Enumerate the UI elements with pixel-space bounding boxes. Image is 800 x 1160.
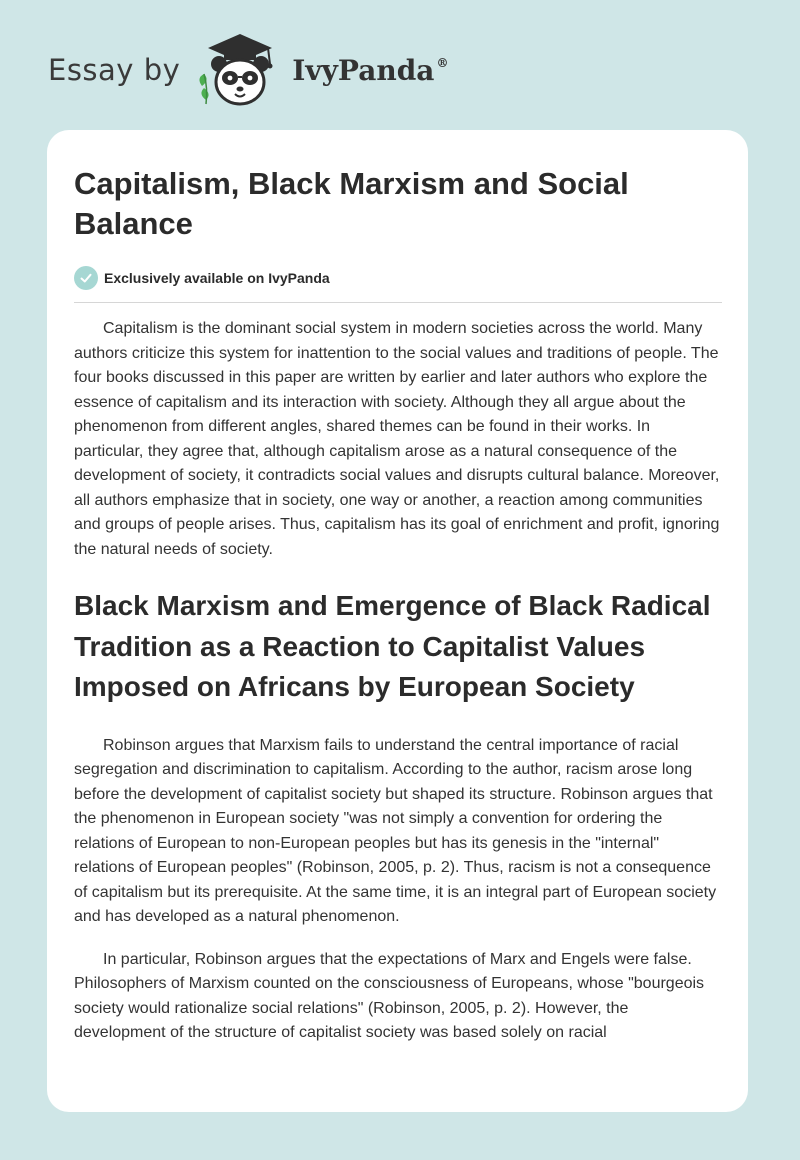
check-icon: [74, 266, 98, 290]
panda-logo-icon: [194, 30, 286, 110]
divider: [74, 302, 722, 303]
brand-prefix: Essay by: [48, 53, 181, 87]
intro-paragraph: Capitalism is the dominant social system in modern societies across the world. Many authors criticize this system for inattention to the social values and traditions of people. The four books discussed in this paper are written by earlier and later authors who explore the essence of capitalism and its interaction with society. Although they all argue about the phenomenon from different angles, shared themes can be found in their works. In particular, they agree that, although capitalism arose as a natural consequence of the development of society, it contradicts social values and disrupts cultural balance. Moreover, all authors emphasize that in society, one way or another, a reaction among communities and groups of people arises. Thus, capitalism has its goal of enrichment and profit, ignoring the natural needs of society.: [74, 320, 720, 558]
essay-card: [47, 130, 748, 1112]
section-heading: Black Marxism and Emergence of Black Radical Tradition as a Reaction to Capitalist Values Imposed on Africans by European Society: [74, 590, 711, 702]
body-paragraph: Robinson argues that Marxism fails to understand the central importance of racial segregation and discrimination to capitalism. According to the author, racism arose long before the development of capitalist society but shaped its structure. Robinson argues that the phenomenon in European society "was not simply a convention for ordering the relations of European to non-European peoples but has its genesis in the "internal" relations of European peoples" (Robinson, 2005, p. 2). Thus, racism is not a consequence of capitalism but its prerequisite. At the same time, it is an integral part of European society and has developed as a natural phenomenon.: [74, 736, 717, 925]
body-paragraph: In particular, Robinson argues that the expectations of Marx and Engels were false. Philosophers of Marxism counted on the consciousness of Europeans, whose "bourgeois society would rationalize social relations" (Robinson, 2005, p. 2). However, the development of the structure of capitalist society was based solely on racial: [74, 950, 705, 1041]
exclusive-badge: [74, 266, 722, 290]
registered-mark: ®: [436, 55, 449, 70]
brand-name-text: IvyPanda: [292, 53, 435, 87]
page-title: Capitalism, Black Marxism and Social Balance: [74, 166, 629, 241]
exclusive-badge-label: Exclusively available on IvyPanda: [104, 270, 330, 286]
essay-content: [74, 164, 722, 1046]
brand-header[interactable]: [48, 30, 448, 110]
brand-name: [292, 54, 448, 87]
